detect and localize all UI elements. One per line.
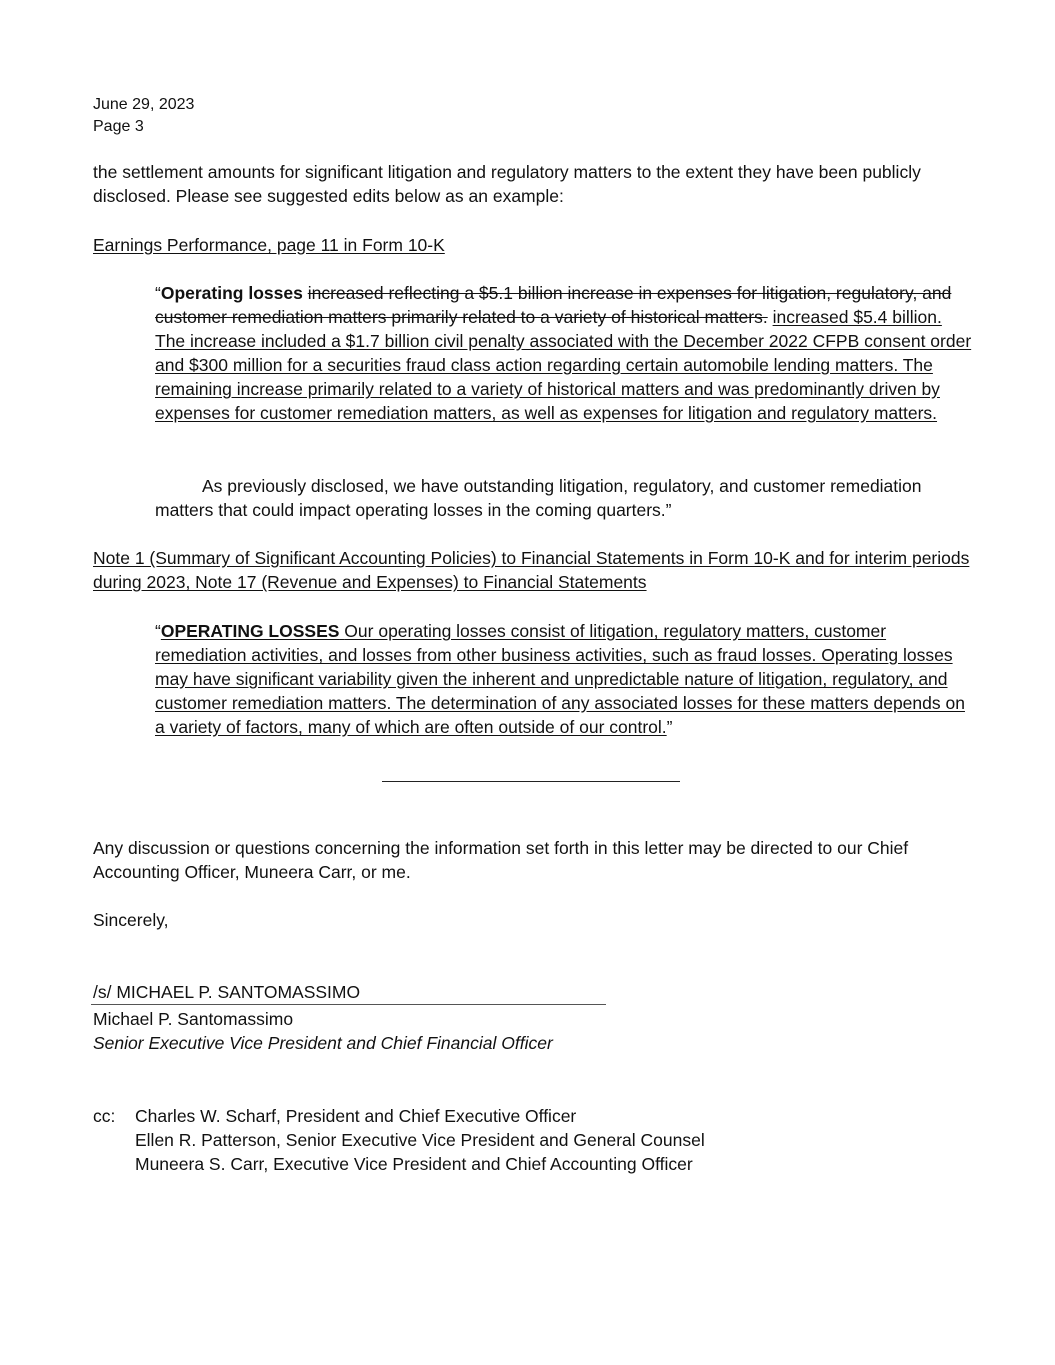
cc-recipient-list <box>135 1104 895 1176</box>
cc-label: cc: <box>93 1106 116 1126</box>
section-divider <box>382 781 680 782</box>
operating-losses-heading-term: OPERATING LOSSES <box>160 621 340 641</box>
deleted-text: increased reflecting a $5.1 billion increase in expenses for litigation, regulatory, and customer remediation matters primarily related to a variety of historical matters. <box>155 283 952 327</box>
operating-losses-term: Operating losses <box>160 283 303 303</box>
cc-recipient: Ellen R. Patterson, Senior Executive Vice President and General Counsel <box>135 1130 705 1150</box>
intro-paragraph: the settlement amounts for significant litigation and regulatory matters to the extent they have been publicly disclosed. Please see suggested edits below as an example: <box>93 162 921 206</box>
open-quote: “ <box>155 621 161 641</box>
close-quote: ” <box>666 717 673 737</box>
inserted-text: increased $5.4 billion. The increase included a $1.7 billion civil penalty associated with the December 2022 CFPB consent order and $300 million for a securities fraud class action regarding certain automobile lending matters. The remaining increase primarily related to a variety of historical matters and was predominantly driven by expenses for customer remediation matters, as well as expenses for litigation and regulatory matters. <box>155 307 972 423</box>
signer-title: Senior Executive Vice President and Chief Financial Officer <box>93 1033 553 1053</box>
salutation: Sincerely, <box>93 910 169 930</box>
signer-name: Michael P. Santomassimo <box>93 1009 294 1029</box>
inserted-policy-text: Our operating losses consist of litigation, regulatory matters, customer remediation activities, and losses from other business activities, such as fraud losses. Operating losses may have significant variability given the inherent and unpredictable nature of litigation, regulatory, and customer remediation matters. The determination of any associated losses for these matters depends on a variety of factors, many of which are often outside of our control. <box>155 621 965 737</box>
section1-heading-text: Earnings Performance, page 11 in Form 10-K <box>93 235 445 255</box>
signature: /s/ MICHAEL P. SANTOMASSIMO <box>93 982 361 1002</box>
signature-line <box>91 1004 606 1005</box>
section2-heading <box>93 546 973 594</box>
letter-date: June 29, 2023 <box>93 96 195 113</box>
section1-follow-paragraph: As previously disclosed, we have outstanding litigation, regulatory, and customer remediation matters that could impact operating losses in the coming quarters.” <box>155 476 922 520</box>
section1-heading <box>93 233 973 257</box>
cc-recipient: Muneera S. Carr, Executive Vice President and Chief Accounting Officer <box>135 1154 693 1174</box>
section2-heading-text: Note 1 (Summary of Significant Accounting Policies) to Financial Statements in Form 10-K and for interim periods during 2023, Note 17 (Revenue and Expenses) to Financial Statements <box>93 548 970 592</box>
contact-paragraph: Any discussion or questions concerning the information set forth in this letter may be directed to our Chief Accounting Officer, Muneera Carr, or me. <box>93 838 909 882</box>
section2-quote <box>155 619 973 739</box>
section1-quote <box>155 281 973 425</box>
cc-recipient: Charles W. Scharf, President and Chief Executive Officer <box>135 1106 577 1126</box>
open-quote: “ <box>155 283 161 303</box>
page-number: Page 3 <box>93 118 144 135</box>
